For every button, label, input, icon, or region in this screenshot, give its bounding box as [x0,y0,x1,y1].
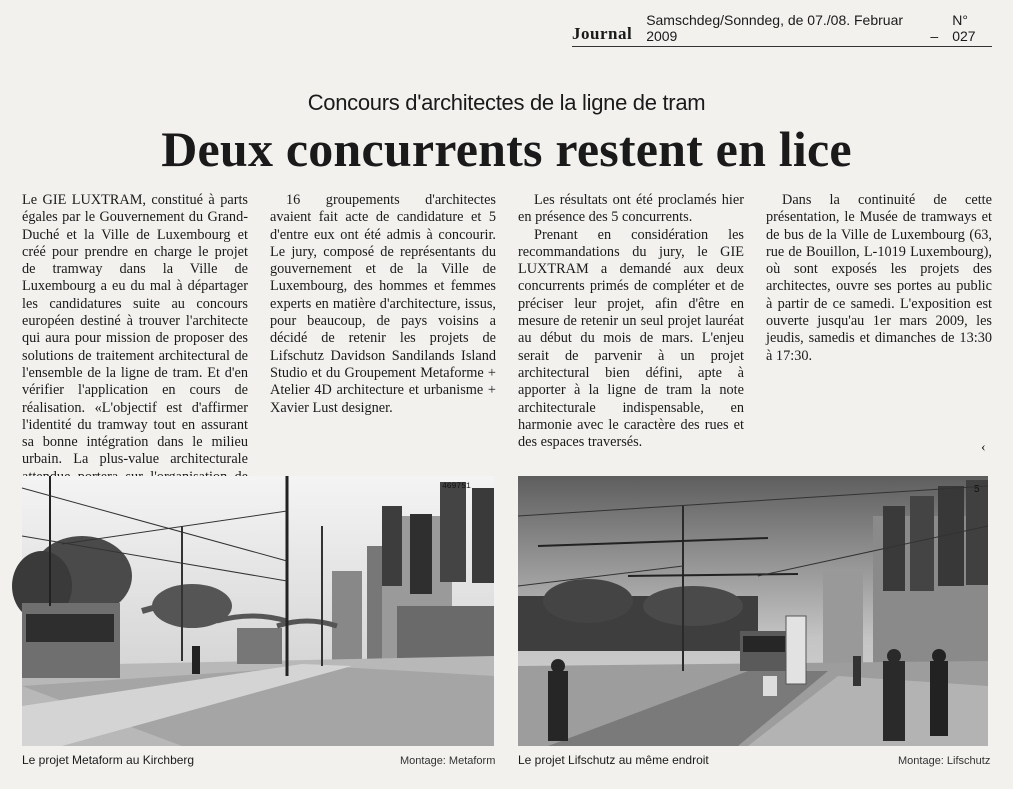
lifschutz-rendering [518,476,988,746]
article-column-1 [22,192,248,468]
continuation-arrow-icon: ‹ [981,440,986,455]
dateline: Samschdeg/Sonndeg, de 07./08. Februar 2009 [646,12,904,44]
paragraph-1: Le GIE LUXTRAM, constitué à parts égales par le Gouvernement du Grand-Duché et la Ville de Luxembourg et créé pour prendre en charge le projet de tramway dans la Ville de Luxembourg a eu du mal à départager les candidatures suite au concours européen destiné à trouver l'architecte qui aura pour mission de proposer des solutions de traitement architectural de l'ensemble de la ligne de tram. Et d'en vérifier l'application en cours de réalisation. «L'objectif est d'affirmer l'identité du tramway tout en assurant sa bonne intégration dans le milieu urbain. La plus-value architecturale [22,192,248,468]
photo-caption-metaform: Le projet Metaform au Kirchberg [22,753,195,767]
masthead [572,12,992,47]
metaform-rendering [22,476,494,746]
photo-credit-metaform: Montage: Metaform [400,755,496,767]
journal-logo: Journal [572,24,633,43]
masthead-separator: – [930,28,939,44]
article-column-2 [270,192,496,460]
article-kicker: Concours d'architectes de la ligne de tram [307,90,706,115]
paragraph-5: Dans la continuité de cette présentation, le Musée de tramways et de bus de la Ville de Luxembourg (63, rue de Bouillon, L-1019 Luxembourg), où sont exposés les projets des architectes, ouvre ses portes au public à partir de ce samedi. L'exposition est ouverte jusqu'au 1er mars 2009, les jeudis, samedis et dimanches de 13:30 à 17:30. [766,192,992,364]
photo-credit-lifschutz: Montage: Lifschutz [898,755,991,767]
building-number: 469751 [442,482,471,491]
photo-caption-lifschutz: Le projet Lifschutz au même endroit [518,753,709,767]
article-column-4 [766,192,992,460]
photo-metaform [22,476,494,746]
paragraph-3: Les résultats ont été proclamés hier en présence des 5 concurrents. [518,192,744,226]
article-headline: Deux concurrents restent en lice [161,121,852,177]
paragraph-2: 16 groupements d'architectes avaient fait acte de candidature et 5 d'entre eux ont été admis à concourir. Le jury, composé de représentants du gouvernement et de la Ville de Luxembourg, des hommes et femmes experts en matière d'architecture, issus, pour beaucoup, de pays voisins a décidé de retenir les projets de Lifschutz Davidson Sandilands Island Studio et du Groupement Metaforme + Atelier 4D architecture et urbanisme + Xavier Lust designer. [270,192,496,416]
issue-number: N° 027 [952,12,976,44]
photo-lifschutz [518,476,988,746]
building-number: 5 [974,484,980,495]
article-column-3 [518,192,744,460]
paragraph-4: Prenant en considération les recommandations du jury, le GIE LUXTRAM a demandé aux deux concurrents primés de compléter et de préciser leur projet, afin d'être en mesure de retenir un seul projet lauréat au début du mois de mars. L'enjeu serait de parvenir à un projet architectural bien défini, apte à apporter à la ligne de tram la note architecturale indispensable, en harmonie avec le caractère des rues et des espaces traversés. [518,226,744,451]
